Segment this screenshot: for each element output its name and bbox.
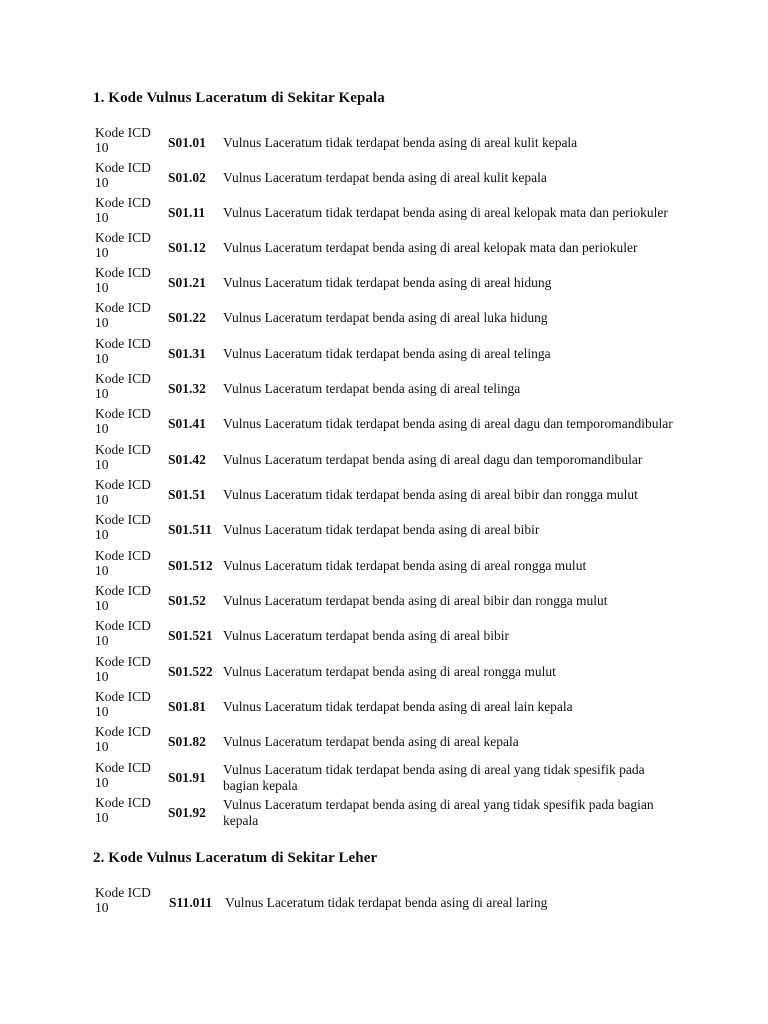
code-row [95, 265, 685, 300]
code-row [95, 160, 685, 195]
code-description: Vulnus Laceratum terdapat benda asing di areal luka hidung [223, 309, 548, 325]
row-label: Kode ICD 10 [95, 689, 151, 719]
code-description: Vulnus Laceratum terdapat benda asing di areal telinga [223, 380, 521, 396]
row-label: Kode ICD 10 [95, 654, 151, 684]
row-label: Kode ICD 10 [95, 336, 151, 366]
code-row [95, 300, 685, 335]
icd-code: S01.11 [168, 204, 206, 220]
code-row [95, 442, 685, 477]
code-row [95, 195, 685, 230]
code-description: Vulnus Laceratum terdapat benda asing di areal yang tidak spesifik pada bagian kepala [223, 796, 654, 828]
icd-code: S01.32 [168, 380, 206, 396]
code-description: Vulnus Laceratum terdapat benda asing di areal kepala [223, 733, 519, 749]
icd-code: S01.52 [168, 592, 206, 608]
code-description: Vulnus Laceratum tidak terdapat benda asing di areal kulit kepala [223, 134, 578, 150]
code-description: Vulnus Laceratum tidak terdapat benda asing di areal laring [225, 894, 548, 910]
code-description: Vulnus Laceratum tidak terdapat benda asing di areal lain kepala [223, 698, 573, 714]
icd-code: S01.02 [168, 169, 206, 185]
icd-code: S11.011 [169, 894, 213, 910]
row-label: Kode ICD 10 [95, 512, 151, 542]
icd-code: S01.81 [168, 698, 206, 714]
code-description: Vulnus Laceratum terdapat benda asing di areal rongga mulut [223, 663, 556, 679]
code-row [95, 760, 685, 795]
row-label: Kode ICD 10 [95, 406, 151, 436]
code-description: Vulnus Laceratum terdapat benda asing di areal bibir dan rongga mulut [223, 592, 608, 608]
code-row [95, 512, 685, 547]
code-row [95, 548, 685, 583]
code-description: Vulnus Laceratum tidak terdapat benda asing di areal kelopak mata dan periokuler [223, 204, 668, 220]
row-label: Kode ICD 10 [95, 160, 151, 190]
row-label: Kode ICD 10 [95, 230, 151, 260]
icd-code: S01.22 [168, 309, 206, 325]
code-description: Vulnus Laceratum tidak terdapat benda asing di areal bibir [223, 521, 540, 537]
code-description: Vulnus Laceratum terdapat benda asing di areal kelopak mata dan periokuler [223, 239, 638, 255]
row-label: Kode ICD 10 [95, 795, 151, 825]
code-row [95, 336, 685, 371]
row-label: Kode ICD 10 [95, 618, 151, 648]
row-label: Kode ICD 10 [95, 125, 151, 155]
icd-code: S01.511 [168, 521, 212, 537]
code-row [95, 477, 685, 512]
code-description: Vulnus Laceratum tidak terdapat benda asing di areal rongga mulut [223, 557, 587, 573]
code-row [95, 795, 685, 830]
code-description: Vulnus Laceratum terdapat benda asing di areal bibir [223, 627, 509, 643]
row-label: Kode ICD 10 [95, 265, 151, 295]
code-description: Vulnus Laceratum tidak terdapat benda asing di areal telinga [223, 345, 551, 361]
icd-code: S01.91 [168, 769, 206, 785]
icd-code: S01.31 [168, 345, 206, 361]
code-row [95, 125, 685, 160]
code-row [95, 689, 685, 724]
code-row [95, 724, 685, 759]
code-description: Vulnus Laceratum tidak terdapat benda asing di areal dagu dan temporomandibular [223, 415, 673, 431]
row-label: Kode ICD 10 [95, 724, 151, 754]
code-description: Vulnus Laceratum tidak terdapat benda asing di areal hidung [223, 274, 552, 290]
row-label: Kode ICD 10 [95, 548, 151, 578]
code-row [95, 230, 685, 265]
code-row [95, 406, 685, 441]
row-label: Kode ICD 10 [95, 300, 151, 330]
icd-code: S01.51 [168, 486, 206, 502]
row-label: Kode ICD 10 [95, 885, 151, 915]
icd-code: S01.41 [168, 415, 206, 431]
icd-code: S01.12 [168, 239, 206, 255]
icd-code: S01.01 [168, 134, 206, 150]
code-row [95, 654, 685, 689]
code-description: Vulnus Laceratum terdapat benda asing di areal dagu dan temporomandibular [223, 451, 643, 467]
icd-code: S01.512 [168, 557, 213, 573]
icd-code: S01.42 [168, 451, 206, 467]
row-label: Kode ICD 10 [95, 195, 151, 225]
code-row [95, 371, 685, 406]
code-description: Vulnus Laceratum terdapat benda asing di areal kulit kepala [223, 169, 547, 185]
code-row [95, 618, 685, 653]
row-label: Kode ICD 10 [95, 760, 151, 790]
code-row [95, 583, 685, 618]
row-label: Kode ICD 10 [95, 442, 151, 472]
icd-code: S01.521 [168, 627, 213, 643]
icd-code: S01.522 [168, 663, 213, 679]
code-row [95, 885, 685, 920]
code-description: Vulnus Laceratum tidak terdapat benda asing di areal yang tidak spesifik pada bagian kepala [223, 761, 645, 793]
code-description: Vulnus Laceratum tidak terdapat benda asing di areal bibir dan rongga mulut [223, 486, 638, 502]
row-label: Kode ICD 10 [95, 583, 151, 613]
icd-code: S01.82 [168, 733, 206, 749]
row-label: Kode ICD 10 [95, 371, 151, 401]
section-title: 1. Kode Vulnus Laceratum di Sekitar Kepala [93, 90, 385, 106]
section-title: 2. Kode Vulnus Laceratum di Sekitar Leher [93, 850, 378, 866]
icd-code: S01.21 [168, 274, 206, 290]
icd-code: S01.92 [168, 804, 206, 820]
row-label: Kode ICD 10 [95, 477, 151, 507]
